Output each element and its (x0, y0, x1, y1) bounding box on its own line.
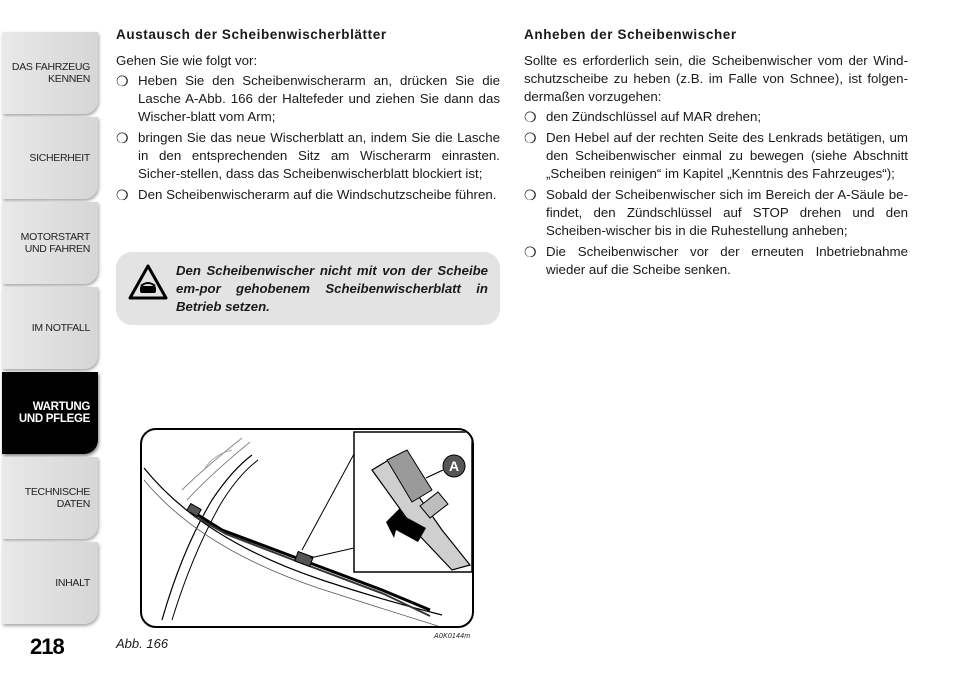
figure-code: A0K0144m (434, 633, 471, 640)
bullet-list (116, 72, 500, 204)
list-item: ❍ den Zündschlüssel auf MAR drehen; (524, 109, 762, 125)
intro-text: Sollte es erforderlich sein, die Scheibenwischer vom der Wind-schutzscheibe zu heben (z.B. im Falle von Schnee), ist folgen-dermaßen vorzugehen: (524, 53, 908, 104)
bullet-icon: ❍ (116, 73, 129, 89)
bullet-icon: ❍ (116, 187, 129, 203)
section-heading: Austausch der Scheibenwischerblätter (116, 27, 387, 42)
figure-wiper-blade (140, 428, 474, 628)
bullet-icon: ❍ (524, 244, 537, 260)
tab-wartung-und-pflege[interactable]: WARTUNG UND PFLEGE (2, 372, 98, 454)
bullet-icon: ❍ (524, 109, 537, 125)
list-item: ❍ Den Hebel auf der rechten Seite des Lenkrads betätigen, um den Scheibenwischer einmal zu bewegen (siehe Abschnitt „Scheiben reinigen“ im Kapitel „Kenntnis des Fahrzeuges“); (524, 130, 908, 181)
tab-sicherheit[interactable]: SICHERHEIT (2, 117, 98, 199)
bullet-icon: ❍ (524, 187, 537, 203)
list-item: ❍ Heben Sie den Scheibenwischerarm an, drücken Sie die Lasche A-Abb. 166 der Haltefeder und ziehen Sie dann das Wischer-blatt vom Arm; (116, 73, 500, 124)
bullet-icon: ❍ (524, 130, 537, 146)
tab-das-fahrzeug-kennen[interactable]: DAS FAHRZEUG KENNEN (2, 32, 98, 114)
warning-text: Den Scheibenwischer nicht mit von der Scheibe em-por gehobenem Scheibenwischerblatt in Betrieb setzen. (176, 263, 488, 314)
warning-wiper-icon (128, 264, 168, 300)
list-item: ❍ Den Scheibenwischerarm auf die Windschutzscheibe führen. (116, 187, 497, 203)
callout-label: A (448, 458, 460, 474)
left-column (116, 26, 500, 207)
warning-box (116, 252, 500, 325)
tab-im-notfall[interactable]: IM NOTFALL (2, 287, 98, 369)
right-column (524, 26, 908, 282)
tab-motorstart-und-fahren[interactable]: MOTORSTART UND FAHREN (2, 202, 98, 284)
wiper-illustration (142, 430, 474, 628)
tab-inhalt[interactable]: INHALT (2, 542, 98, 624)
bullet-list (524, 108, 908, 279)
tab-technische-daten[interactable]: TECHNISCHE DATEN (2, 457, 98, 539)
intro-text: Gehen Sie wie folgt vor: (116, 53, 258, 68)
list-item: ❍ Die Scheibenwischer vor der erneuten Inbetriebnahme wieder auf die Scheibe senken. (524, 244, 908, 277)
list-item: ❍ Sobald der Scheibenwischer sich im Bereich der A-Säule be-findet, den Zündschlüssel auf STOP drehen und den Scheiben-wischer bis in die Ruhestellung anheben; (524, 187, 908, 238)
section-heading: Anheben der Scheibenwischer (524, 27, 737, 42)
bullet-icon: ❍ (116, 130, 129, 146)
list-item: ❍ bringen Sie das neue Wischerblatt an, indem Sie die Lasche in den entsprechenden Sitz am Wischerarm einrasten. Sicher-stellen, dass das Scheibenwischerblatt blockiert ist; (116, 130, 500, 181)
chapter-sidebar (0, 0, 103, 677)
page-number: 218 (30, 634, 64, 659)
figure-caption: Abb. 166 (116, 636, 169, 651)
